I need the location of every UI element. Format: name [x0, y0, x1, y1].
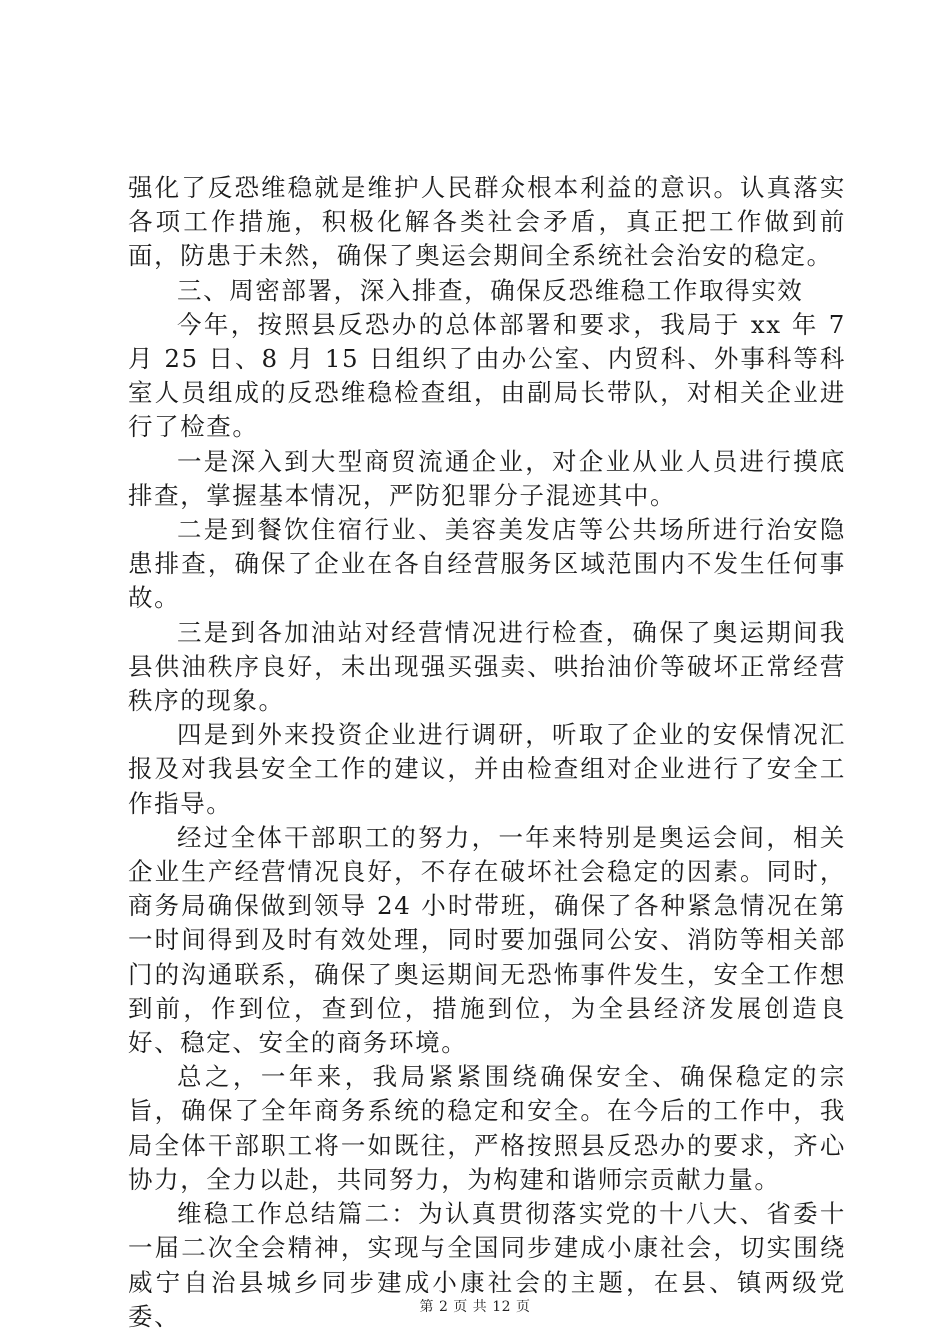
paragraph: 维稳工作总结篇二：为认真贯彻落实党的十八大、省委十一届二次全会精神，实现与全国同步建成小康社会，切实围绕威宁自治县城乡同步建成小康社会的主题，在县、镇两级党委、	[128, 1199, 846, 1331]
paragraph: 今年，按照县反恐办的总体部署和要求，我局于 xx 年 7 月 25 日、8 月 15 日组织了由办公室、内贸科、外事科等科室人员组成的反恐维稳检查组，由副局长带队，对相关企业进行了检查。	[128, 309, 846, 442]
page-number-footer: 第 2 页 共 12 页	[419, 1299, 531, 1315]
paragraph-continuation: 强化了反恐维稳就是维护人民群众根本利益的意识。认真落实各项工作措施，积极化解各类社会矛盾，真正把工作做到前面，防患于未然，确保了奥运会期间全系统社会治安的稳定。	[128, 173, 846, 271]
document-body	[128, 171, 846, 1334]
paragraph: 四是到外来投资企业进行调研，听取了企业的安保情况汇报及对我县安全工作的建议，并由检查组对企业进行了安全工作指导。	[128, 720, 846, 818]
paragraph: 二是到餐饮住宿行业、美容美发店等公共场所进行治安隐患排查，确保了企业在各自经营服务区域范围内不发生任何事故。	[128, 515, 846, 613]
paragraph: 三是到各加油站对经营情况进行检查，确保了奥运期间我县供油秩序良好，未出现强买强卖、哄抬油价等破坏正常经营秩序的现象。	[128, 617, 846, 716]
paragraph: 总之，一年来，我局紧紧围绕确保安全、确保稳定的宗旨，确保了全年商务系统的稳定和安全。在今后的工作中，我局全体干部职工将一如既往，严格按照县反恐办的要求，齐心协力，全力以赴，共同努力，为构建和谐师宗贡献力量。	[128, 1062, 846, 1194]
paragraph: 经过全体干部职工的努力，一年来特别是奥运会间，相关企业生产经营情况良好，不存在破坏社会稳定的因素。同时，商务局确保做到领导 24 小时带班，确保了各种紧急情况在第一时间得到及时有效处理，同时要加强同公安、消防等相关部门的沟通联系，确保了奥运期间无恐怖事件发生，安全工作想到前，作到位，查到位，措施到位，为全县经济发展创造良好、稳定、安全的商务环境。	[128, 822, 846, 1058]
section-heading: 三、周密部署，深入排查，确保反恐维稳工作取得实效	[177, 275, 804, 305]
paragraph: 一是深入到大型商贸流通企业，对企业从业人员进行摸底排查，掌握基本情况，严防犯罪分子混迹其中。	[128, 446, 846, 510]
